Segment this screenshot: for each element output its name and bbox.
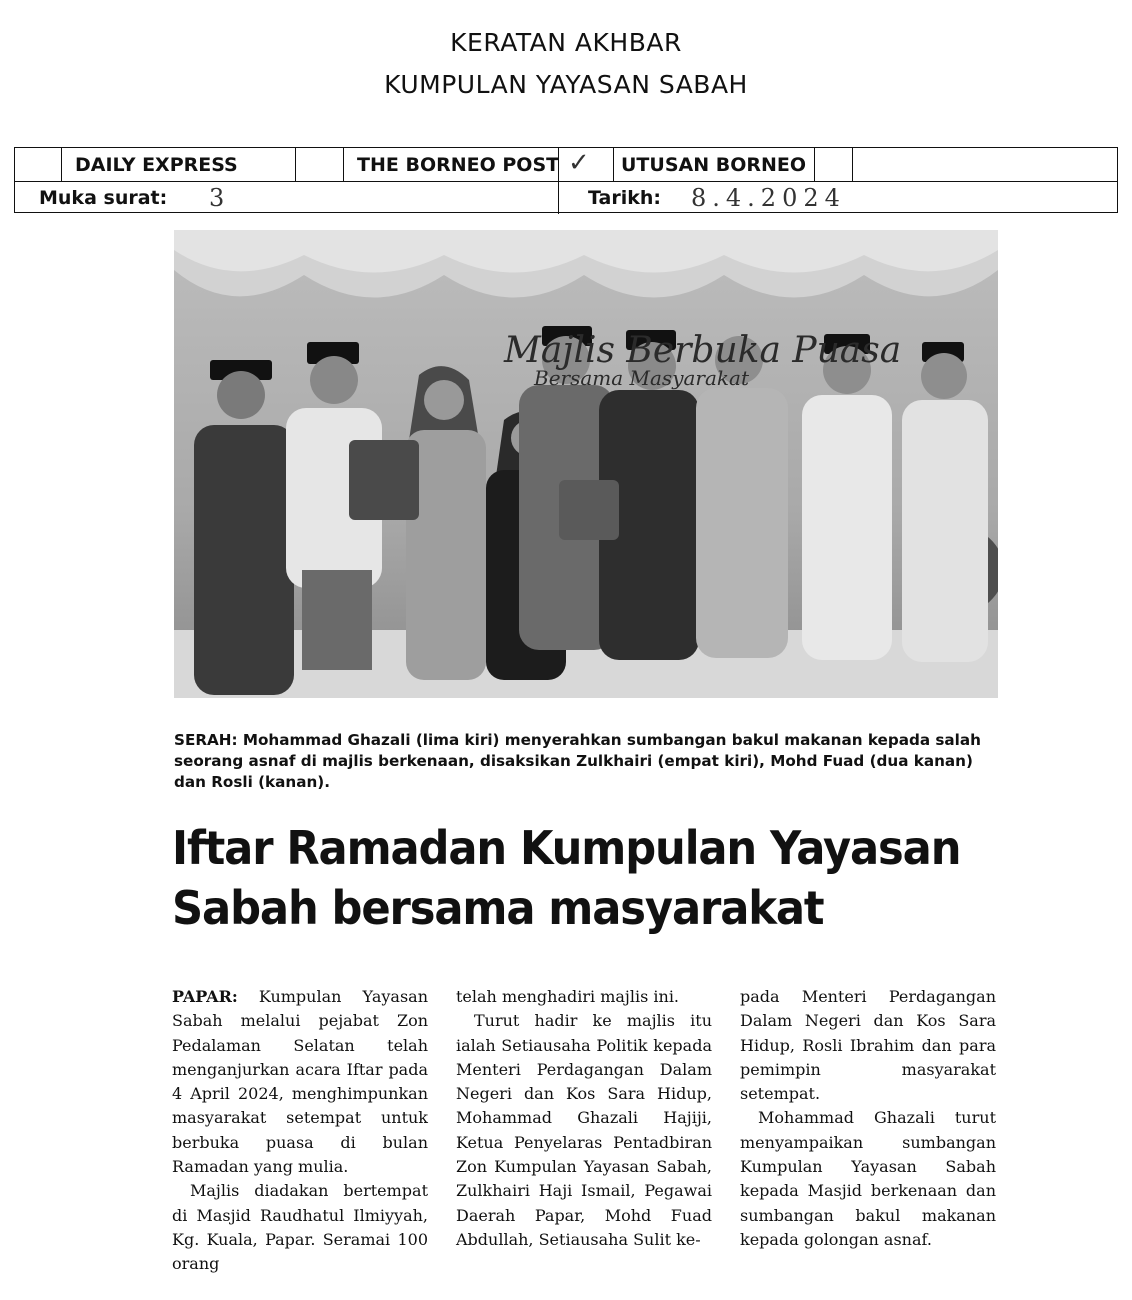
photo-caption: SERAH: Mohammad Ghazali (lima kiri) menyerahkan sumbangan bakul makanan kepada salah seorang asnaf di majlis berkenaan, disaksikan Zulkhairi (empat kiri), Mohd Fuad (dua kanan) dan Rosli (kanan). [174, 731, 981, 791]
article-paragraph: Mohammad Ghazali turut menyampaikan sumbangan Kumpulan Yayasan Sabah kepada Masjid berkenaan dan sumbangan bakul makanan kepada golongan asnaf. [740, 1108, 996, 1249]
table-divider [343, 148, 344, 181]
group-photo-illustration [174, 230, 998, 698]
headline [172, 818, 962, 938]
clipping-title: KERATAN AKHBAR [450, 28, 682, 57]
article-paragraph: Turut hadir ke majlis itu ialah Setiausaha Politik kepada Menteri Perdagangan Dalam Negeri dan Kos Sara Hidup, Mohammad Ghazali Hajiji, Ketua Penyelaras Pentadbiran Zon Kumpulan Yayasan Sabah, Zulkhairi Haji Ismail, Pegawai Daerah Papar, Mohd Fuad Abdullah, Setiausaha Sulit ke- [456, 1011, 712, 1249]
table-divider [295, 148, 296, 181]
article-paragraph: telah menghadiri majlis ini. [456, 987, 680, 1006]
banner-title: Majlis Berbuka Puasa [504, 330, 902, 371]
paper-utusan-borneo: UTUSAN BORNEO [621, 154, 807, 176]
article-paragraph: pada Menteri Perdagangan Dalam Negeri dan Kos Sara Hidup, Rosli Ibrahim dan para pemimpin masyarakat setempat. [740, 987, 996, 1104]
article-paragraph: Kumpulan Yayasan Sabah melalui pejabat Zon Pedalaman Selatan telah menganjurkan acara Iftar pada 4 April 2024, menghimpunkan masyarakat setempat untuk berbuka puasa di bulan Ramadan yang mulia. [172, 987, 428, 1177]
article-column-1 [172, 985, 428, 1277]
date-handwritten: 8.4.2024 [691, 184, 846, 212]
banner-subtitle: Bersama Masyarakat [534, 366, 749, 390]
page-label: Muka surat: [39, 187, 168, 209]
organization-title: KUMPULAN YAYASAN SABAH [384, 70, 748, 99]
table-divider [15, 181, 1117, 182]
check-mark-icon: ✓ [568, 148, 594, 178]
date-label: Tarikh: [588, 187, 661, 209]
table-divider [61, 148, 62, 181]
headline-line-1: Iftar Ramadan Kumpulan Yayasan [172, 821, 961, 875]
paper-borneo-post: THE BORNEO POST [357, 154, 560, 176]
article-column-2 [456, 985, 712, 1252]
dateline: PAPAR: [172, 987, 238, 1006]
article-paragraph: Majlis diadakan bertempat di Masjid Raudhatul Ilmiyyah, Kg. Kuala, Papar. Seramai 100 orang [172, 1181, 428, 1274]
event-photo [174, 230, 998, 698]
article-column-3 [740, 985, 996, 1252]
page-number-handwritten: 3 [209, 184, 229, 212]
paper-daily-express: DAILY EXPRESS [75, 154, 238, 176]
source-info-table [14, 147, 1118, 213]
headline-line-2: Sabah bersama masyarakat [172, 881, 824, 935]
table-divider [613, 148, 614, 181]
table-divider [852, 148, 853, 181]
table-divider [814, 148, 815, 181]
